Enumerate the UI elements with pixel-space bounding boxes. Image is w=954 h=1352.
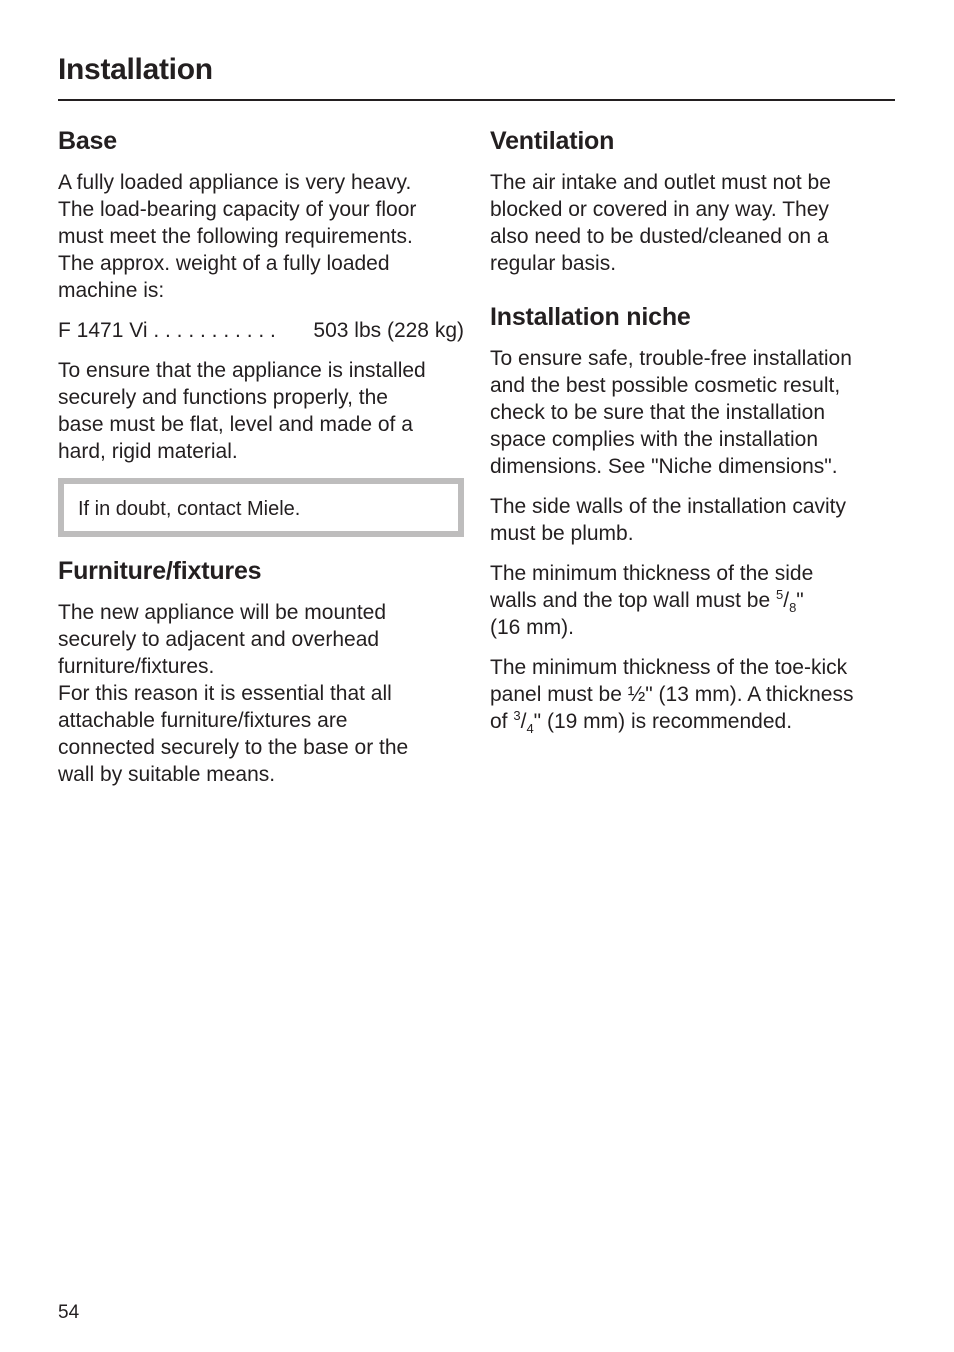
toe-kick-paragraph [490,654,895,735]
text-line: must meet the following requirements. [58,225,413,248]
text-line: machine is: [58,279,165,302]
base-requirements-paragraph [58,357,468,465]
note-box [58,478,464,537]
fraction-denominator: 4 [526,721,534,737]
text-line: space complies with the installation [490,428,819,451]
section-furniture-fixtures [58,553,468,788]
text-line: walls and the top wall must be [490,589,776,612]
note-text: If in doubt, contact Miele. [78,498,301,520]
text-line: securely to adjacent and overhead [58,628,380,651]
text-line: attachable furniture/fixtures are [58,709,348,732]
side-walls-paragraph [490,493,895,547]
text-line: dimensions. See "Niche dimensions". [490,455,838,478]
page-title: Installation [58,53,213,86]
section-base [58,123,468,537]
text-line: securely and functions properly, the [58,386,388,409]
text-line: The approx. weight of a fully loaded [58,252,390,275]
fraction-slash: / [520,710,527,733]
inch-mark: " [796,589,804,612]
text-line: The new appliance will be mounted [58,601,387,624]
niche-heading: Installation niche [490,303,691,331]
text-line: (16 mm). [490,616,574,639]
text-line: furniture/fixtures. [58,655,215,678]
section-installation-niche [490,299,895,735]
text-line: and the best possible cosmetic result, [490,374,841,397]
weight-model: F 1471 Vi . . . . . . . . . . . [58,319,276,342]
text-line: connected securely to the base or the [58,736,409,759]
text-line: panel must be ½" (13 mm). A thickness [490,683,854,706]
text-line: wall by suitable means. [58,763,276,786]
text-line: The minimum thickness of the toe-kick [490,656,848,679]
text-line: The minimum thickness of the side [490,562,814,585]
fraction-numerator: 5 [775,587,784,602]
text-line: To ensure safe, trouble-free installation [490,347,852,370]
text-line: base must be flat, level and made of a [58,413,413,436]
fraction-denominator: 8 [789,600,797,616]
page-number: 54 [58,1302,80,1323]
left-column [58,123,468,801]
text-line: also need to be dusted/cleaned on a [490,225,829,248]
wall-thickness-paragraph [490,560,895,641]
ventilation-heading: Ventilation [490,127,615,155]
title-divider [58,99,895,101]
ventilation-paragraph [490,169,895,277]
right-column [490,123,895,748]
text-line: of [490,710,514,733]
text-line: blocked or covered in any way. They [490,198,829,221]
text-line: regular basis. [490,252,617,275]
furniture-heading: Furniture/fixtures [58,557,262,585]
niche-dimensions-paragraph [490,345,895,480]
text-line: must be plumb. [490,522,634,545]
text-line: hard, rigid material. [58,440,238,463]
fraction-slash: / [783,589,790,612]
furniture-paragraph [58,599,468,788]
text-line: The air intake and outlet must not be [490,171,831,194]
base-intro-paragraph [58,169,468,304]
text-line: " (19 mm) is recommended. [533,710,793,733]
text-line: A fully loaded appliance is very heavy. [58,171,412,194]
base-heading: Base [58,127,117,155]
text-line: The load-bearing capacity of your floor [58,198,417,221]
weight-spec-line [58,317,464,344]
weight-value: 503 lbs (228 kg) [313,319,464,342]
section-ventilation [490,123,895,277]
text-line: The side walls of the installation cavity [490,495,847,518]
text-line: check to be sure that the installation [490,401,826,424]
fraction-numerator: 3 [513,708,521,723]
text-line: To ensure that the appliance is installed [58,359,426,382]
text-line: For this reason it is essential that all [58,682,392,705]
